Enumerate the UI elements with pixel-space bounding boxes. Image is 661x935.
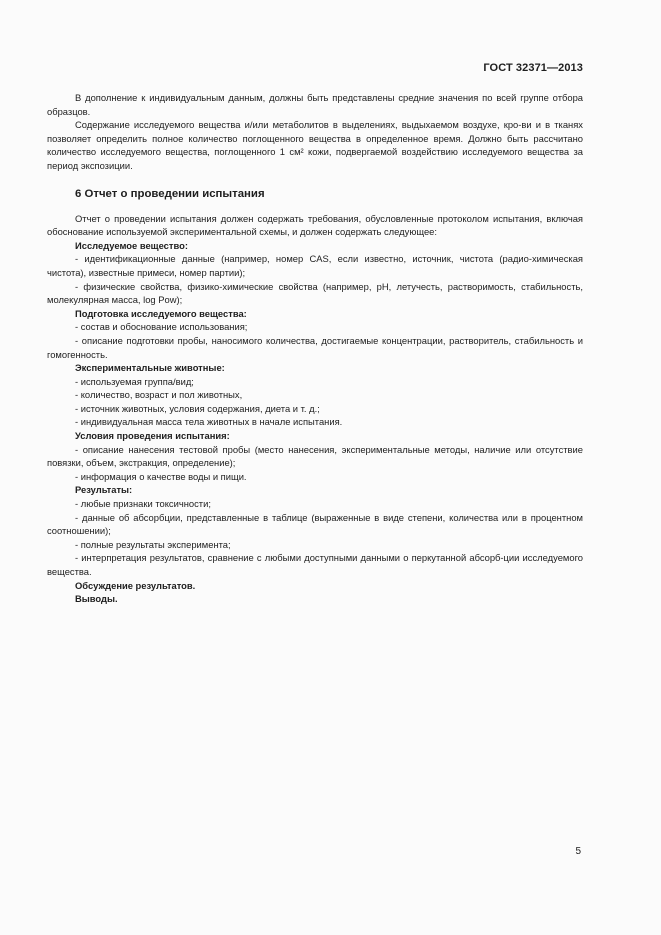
- section-lead-paragraph: Отчет о проведении испытания должен содержать требования, обусловленные протоколом испытания, включая обоснование используемой экспериментальной схемы, и должен содержать следующее:: [47, 212, 583, 238]
- list-item: - состав и обоснование использования;: [75, 321, 248, 333]
- closing-conclusions: Выводы.: [75, 593, 118, 605]
- list-item: - описание нанесения тестовой пробы (место нанесения, экспериментальные методы, наличие или отсутствие повязки, объем, экстракция, определение);: [47, 443, 583, 469]
- group-title-test-substance: Исследуемое вещество:: [75, 239, 188, 251]
- list-item: - количество, возраст и пол животных,: [75, 389, 243, 401]
- page-number: 5: [575, 846, 581, 857]
- list-item: - любые признаки токсичности;: [75, 498, 211, 510]
- list-item: - описание подготовки пробы, наносимого количества, достигаемые концентрации, растворитель, стабильность и гомогенность.: [47, 334, 583, 360]
- list-item: - используемая группа/вид;: [75, 375, 194, 387]
- list-item: - идентификационные данные (например, номер CAS, если известно, источник, чистота (радио-химическая чистота), известные примеси, номер партии);: [47, 253, 583, 278]
- group-title-animals: Экспериментальные животные:: [75, 362, 225, 374]
- page-content: [47, 91, 583, 606]
- group-title-preparation: Подготовка исследуемого вещества:: [75, 307, 247, 319]
- list-item: - интерпретация результатов, сравнение с любыми доступными данными о перкутанной абсорб-ции исследуемого вещества.: [47, 552, 583, 577]
- list-item: - полные результаты эксперимента;: [75, 538, 231, 550]
- list-item: - индивидуальная масса тела животных в начале испытания.: [75, 416, 343, 428]
- group-title-results: Результаты:: [75, 484, 133, 496]
- closing-discussion: Обсуждение результатов.: [75, 579, 196, 591]
- list-item: - информация о качестве воды и пищи.: [75, 470, 247, 482]
- list-item: - физические свойства, физико-химические свойства (например, pH, летучесть, растворимость, стабильность, молекулярная масса, log Pow);: [47, 280, 583, 306]
- document-code-header: ГОСТ 32371—2013: [483, 62, 583, 74]
- list-item: - источник животных, условия содержания, диета и т. д.;: [75, 402, 320, 414]
- intro-paragraph: В дополнение к индивидуальным данным, должны быть представлены средние значения по всей группе отбора образцов.: [47, 92, 583, 117]
- group-title-conditions: Условия проведения испытания:: [75, 430, 230, 442]
- list-item: - данные об абсорбции, представленные в таблице (выраженные в виде степени, количества или в процентном соотношении);: [47, 511, 583, 537]
- section-heading: 6 Отчет о проведении испытания: [75, 187, 265, 200]
- intro-paragraph: Содержание исследуемого вещества и/или метаболитов в выделениях, выдыхаемом воздухе, кро-ви и в тканях позволяет определить полное количество поглощенного вещества в определенное время. Должно быть рассчитано количество исследуемого вещества, поглощенного 1 см² кожи, подвергаемой воздействию исследуемого вещества за период экспозиции.: [47, 119, 583, 171]
